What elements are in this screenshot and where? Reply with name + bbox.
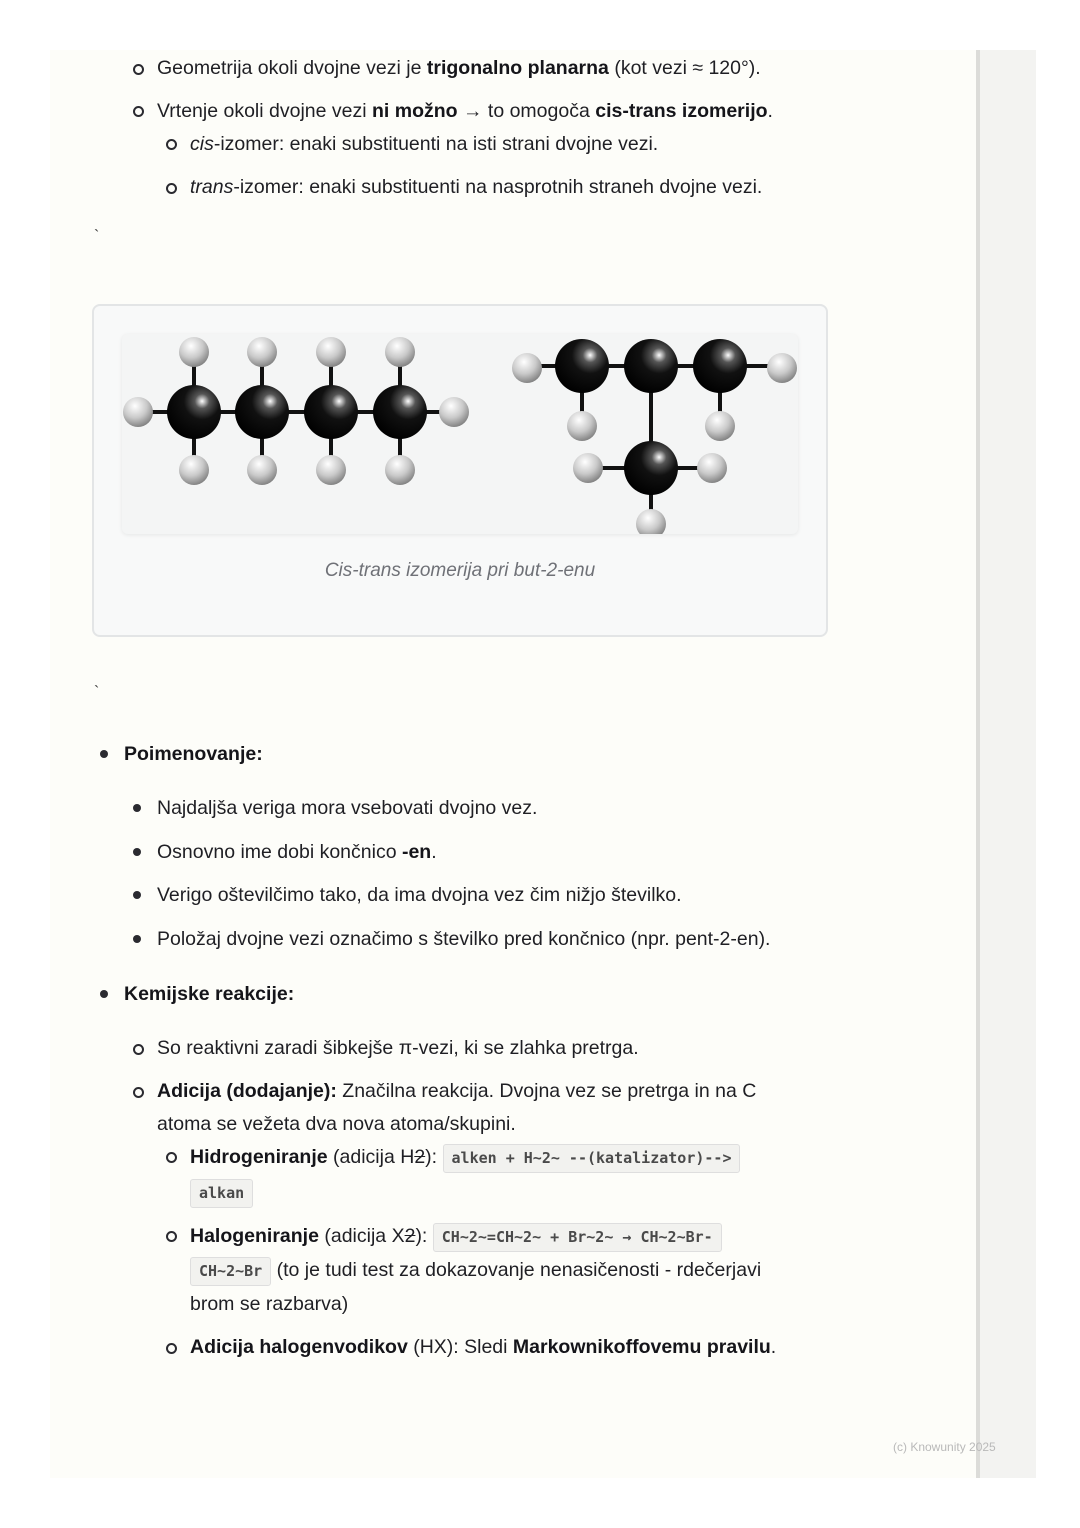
- filled-bullet: [133, 804, 141, 812]
- list-item: Adicija halogenvodikov (HX): Sledi Markownikoffovemu pravilu.: [190, 1336, 777, 1358]
- hollow-bullet: [133, 64, 144, 75]
- list-item: Osnovno ime dobi končnico -en.: [157, 841, 437, 863]
- list-item: Vrtenje okoli dvojne vezi ni možno → to omogoča cis-trans izomerijo.: [157, 100, 773, 122]
- right-scrollbar[interactable]: [976, 50, 1036, 1478]
- list-item: cis-izomer: enaki substituenti na isti strani dvojne vezi.: [190, 133, 659, 155]
- hollow-bullet: [166, 139, 177, 150]
- section-heading: Poimenovanje:: [124, 743, 263, 765]
- list-item: Adicija (dodajanje): Značilna reakcija. Dvojna vez se pretrga in na C: [157, 1080, 757, 1102]
- hollow-bullet: [166, 183, 177, 194]
- list-item-continued: CH~2~Br (to je tudi test za dokazovanje nenasičenosti - rdečerjavi: [190, 1254, 761, 1286]
- filled-bullet: [100, 990, 108, 998]
- list-item-continued: atoma se vežeta dva nova atoma/skupini.: [157, 1113, 516, 1135]
- filled-bullet: [133, 935, 141, 943]
- backtick-text: `: [94, 228, 100, 245]
- filled-bullet: [133, 848, 141, 856]
- list-item-continued: [190, 1176, 253, 1208]
- code-inline: alken + H~2~ --(katalizator)-->: [443, 1144, 741, 1173]
- list-item: Najdaljša veriga mora vsebovati dvojno vez.: [157, 797, 538, 819]
- hollow-bullet: [166, 1231, 177, 1242]
- list-item: Hidrogeniranje (adicija H2): alken + H~2~ --(katalizator)-->: [190, 1141, 740, 1173]
- backtick-text: `: [94, 684, 100, 701]
- code-inline: alkan: [190, 1179, 253, 1208]
- hollow-bullet: [166, 1343, 177, 1354]
- hollow-bullet: [133, 1087, 144, 1098]
- figure-caption: Cis-trans izomerija pri but-2-enu: [324, 560, 596, 581]
- list-item: Položaj dvojne vezi označimo s številko pred končnico (npr. pent-2-en).: [157, 928, 771, 950]
- list-item: Geometrija okoli dvojne vezi je trigonalno planarna (kot vezi ≈ 120°).: [157, 57, 761, 79]
- list-item: trans-izomer: enaki substituenti na nasprotnih straneh dvojne vezi.: [190, 176, 763, 198]
- filled-bullet: [133, 891, 141, 899]
- hollow-bullet: [166, 1152, 177, 1163]
- code-inline: CH~2~=CH~2~ + Br~2~ → CH~2~Br-: [433, 1223, 722, 1252]
- section-heading: Kemijske reakcije:: [124, 983, 295, 1005]
- code-inline: CH~2~Br: [190, 1257, 271, 1286]
- hollow-bullet: [133, 1044, 144, 1055]
- molecule-image: [122, 334, 798, 534]
- hollow-bullet: [133, 106, 144, 117]
- list-item: Halogeniranje (adicija X2): CH~2~=CH~2~ + Br~2~ → CH~2~Br-: [190, 1220, 722, 1252]
- but-2-ene-molecules-illustration: [122, 334, 798, 534]
- list-item: Verigo oštevilčimo tako, da ima dvojna vez čim nižjo številko.: [157, 884, 682, 906]
- figure-card: [92, 304, 828, 637]
- list-item: So reaktivni zaradi šibkejše π-vezi, ki se zlahka pretrga.: [157, 1037, 639, 1059]
- copyright-footer: (c) Knowunity 2025: [893, 1440, 996, 1454]
- filled-bullet: [100, 750, 108, 758]
- list-item-continued: brom se razbarva): [190, 1293, 349, 1315]
